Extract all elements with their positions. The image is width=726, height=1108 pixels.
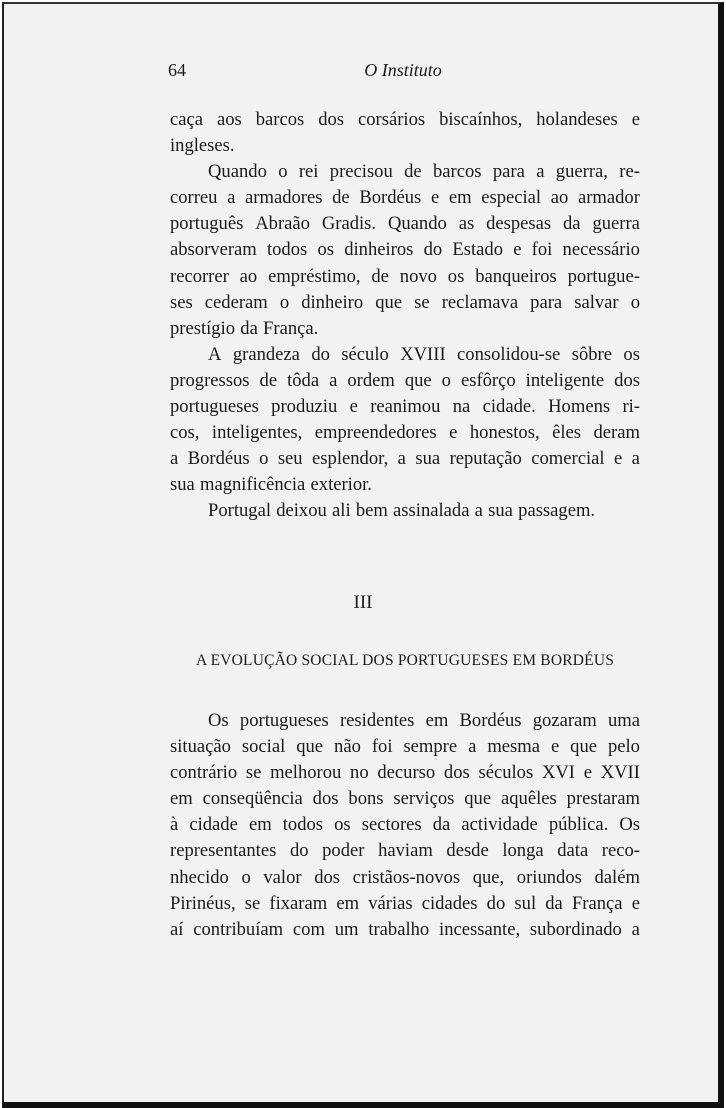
text-line: Portugal deixou ali bem assinalada a sua passagem. bbox=[208, 500, 596, 522]
text-line: ses cederam o dinheiro que se reclamava para salvar o bbox=[170, 291, 640, 313]
text-line: portugueses produziu e reanimou na cidade. Homens ri- bbox=[170, 396, 640, 418]
text-line: Quando o rei precisou de barcos para a guerra, re- bbox=[208, 161, 640, 183]
running-title: O Instituto bbox=[364, 60, 442, 80]
text-line: nhecido o valor dos cristãos-novos que, oriundos dalém bbox=[170, 866, 640, 888]
text-line: progressos de tôda a ordem que o esfôrço inteligente dos bbox=[170, 369, 640, 391]
text-line: aí contribuíam com um trabalho incessante, subordinado a bbox=[170, 918, 640, 940]
page-header bbox=[168, 60, 638, 90]
section-title: A EVOLUÇÃO SOCIAL DOS PORTUGUESES EM BORDÉUS bbox=[195, 652, 615, 669]
text-line: representantes do poder haviam desde longa data reco- bbox=[170, 840, 640, 862]
text-line: cos, inteligentes, empreendedores e honestos, êles deram bbox=[170, 422, 640, 444]
text-line: Os portugueses residentes em Bordéus gozaram uma bbox=[208, 710, 640, 731]
text-line: correu a armadores de Bordéus e em especial ao armador bbox=[170, 187, 640, 209]
text-line: a Bordéus o seu esplendor, a sua reputação comercial e a bbox=[170, 448, 640, 470]
paragraph-block-1 bbox=[170, 107, 640, 525]
text-line: absorveram todos os dinheiros do Estado e foi necessário bbox=[170, 239, 640, 261]
text-line: contrário se melhorou no decurso dos séculos XVI e XVII bbox=[170, 762, 640, 784]
paragraph-block-2 bbox=[170, 708, 640, 943]
text-line: ingleses. bbox=[170, 135, 235, 157]
text-line: Pirinéus, se fixaram em várias cidades do sul da França e bbox=[170, 892, 640, 914]
text-line: à cidade em todos os sectores da actividade pública. Os bbox=[170, 814, 640, 836]
text-line: A grandeza do século XVIII consolidou-se sôbre os bbox=[208, 343, 640, 365]
text-line: português Abraão Gradis. Quando as despesas da guerra bbox=[170, 213, 640, 235]
text-line: caça aos barcos dos corsários biscaínhos, holandeses e bbox=[170, 109, 640, 130]
text-line: recorrer ao empréstimo, de novo os banqueiros portugue- bbox=[170, 265, 640, 287]
page-number: 64 bbox=[168, 60, 186, 80]
text-line: prestígio da França. bbox=[170, 317, 319, 339]
text-line: situação social que não foi sempre a mesma e que pelo bbox=[170, 736, 640, 758]
text-line: sua magnificência exterior. bbox=[170, 474, 372, 496]
text-line: em conseqüência dos bons serviços que aquêles prestaram bbox=[170, 788, 640, 810]
section-number: III bbox=[353, 592, 373, 613]
